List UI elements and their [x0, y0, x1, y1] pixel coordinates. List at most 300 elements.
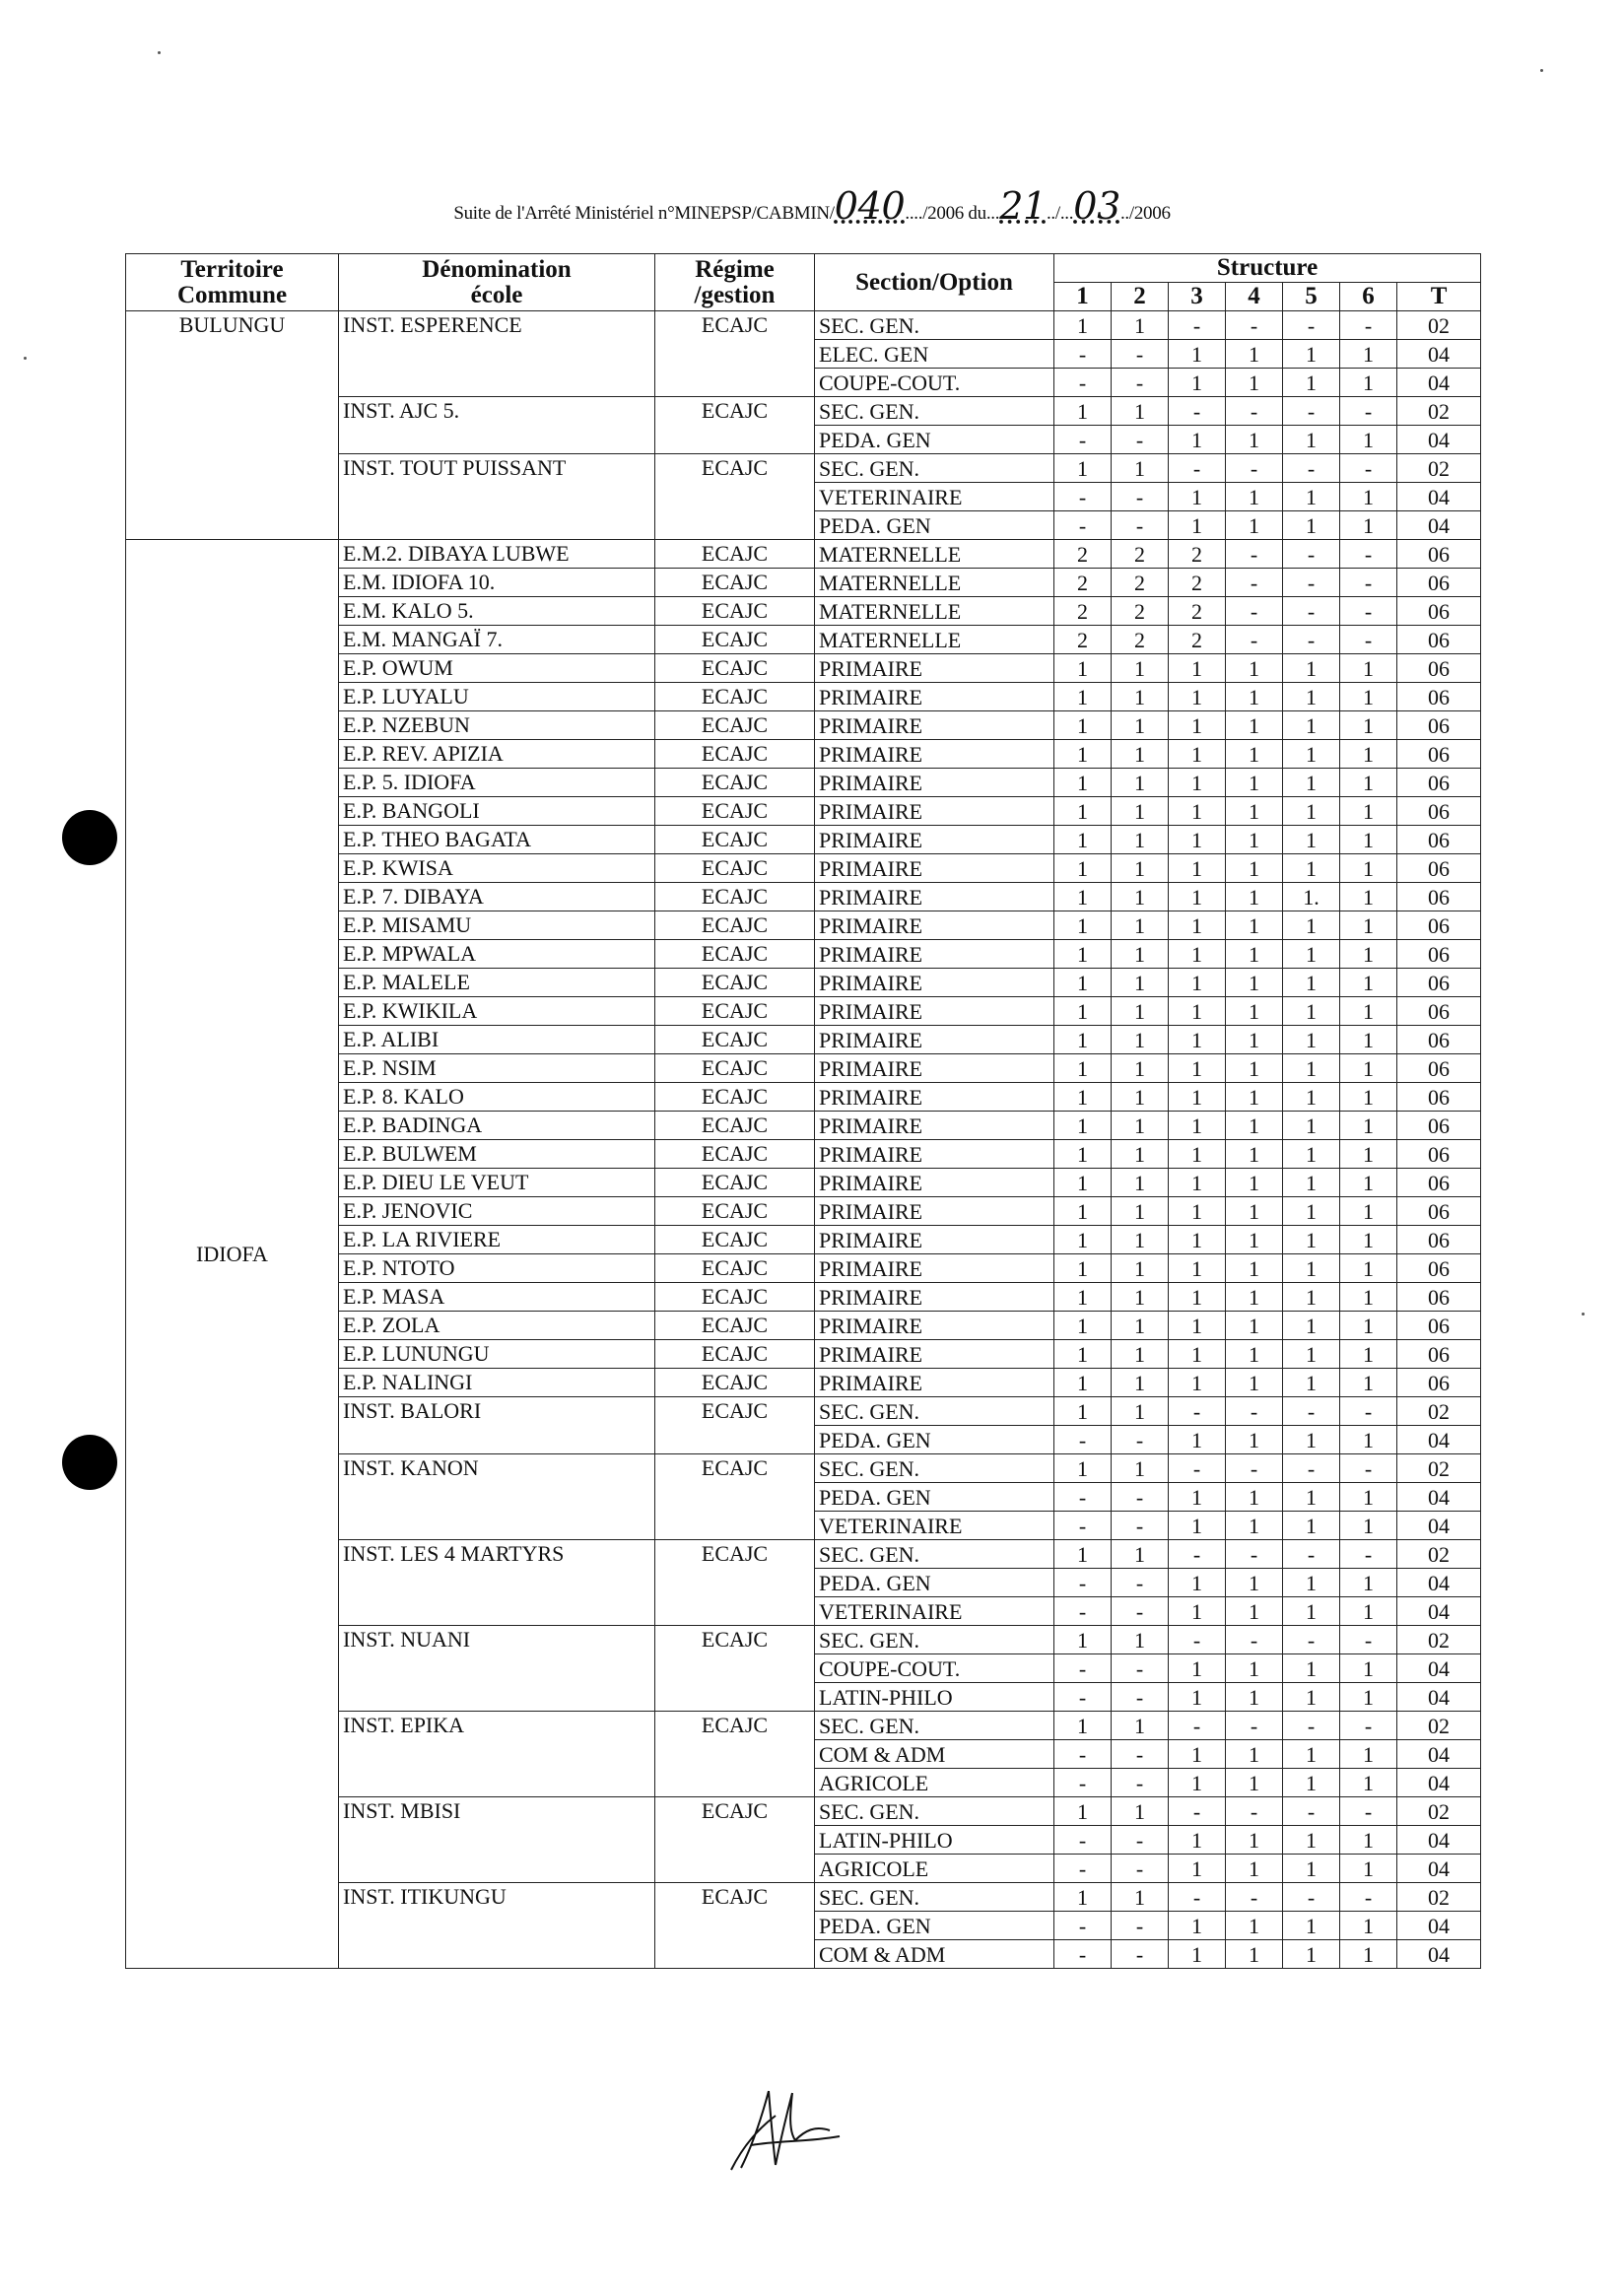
structure-cell-4: - [1226, 1540, 1283, 1569]
structure-total-cell: 04 [1397, 1683, 1481, 1712]
regime-cell: ECAJC [655, 1112, 815, 1140]
punch-hole [62, 810, 117, 865]
structure-cell-3: 1 [1169, 1169, 1226, 1197]
structure-cell-6: - [1340, 597, 1397, 626]
regime-cell: ECAJC [655, 769, 815, 797]
structure-cell-4: - [1226, 1626, 1283, 1654]
structure-cell-1: 1 [1054, 1054, 1112, 1083]
table-row [126, 311, 1481, 340]
structure-cell-3: 1 [1169, 1855, 1226, 1883]
structure-cell-2: 1 [1112, 969, 1169, 997]
structure-cell-2: 1 [1112, 826, 1169, 854]
structure-cell-5: 1 [1283, 1569, 1340, 1597]
structure-cell-5: 1 [1283, 911, 1340, 940]
structure-cell-5: 1 [1283, 1054, 1340, 1083]
structure-cell-5: 1 [1283, 683, 1340, 711]
section-cell: SEC. GEN. [815, 1626, 1054, 1654]
school-name: INST. ESPERENCE [339, 311, 655, 397]
structure-total-cell: 04 [1397, 1769, 1481, 1797]
structure-cell-4: 1 [1226, 1912, 1283, 1940]
structure-total-cell: 06 [1397, 1369, 1481, 1397]
structure-cell-5: 1 [1283, 1140, 1340, 1169]
structure-cell-4: 1 [1226, 1826, 1283, 1855]
section-cell: PRIMAIRE [815, 711, 1054, 740]
structure-cell-5: 1 [1283, 997, 1340, 1026]
structure-cell-4: - [1226, 454, 1283, 483]
structure-cell-2: 1 [1112, 911, 1169, 940]
schools-table [125, 253, 1481, 1969]
structure-cell-3: 1 [1169, 1426, 1226, 1454]
structure-total-cell: 06 [1397, 769, 1481, 797]
structure-total-cell: 04 [1397, 1912, 1481, 1940]
structure-cell-2: 1 [1112, 883, 1169, 911]
structure-cell-1: 1 [1054, 911, 1112, 940]
structure-cell-1: 1 [1054, 854, 1112, 883]
structure-cell-3: 1 [1169, 1083, 1226, 1112]
structure-cell-6: - [1340, 1397, 1397, 1426]
structure-cell-1: 1 [1054, 1112, 1112, 1140]
regime-cell: ECAJC [655, 1397, 815, 1454]
structure-total-cell: 06 [1397, 711, 1481, 740]
structure-cell-5: - [1283, 1712, 1340, 1740]
school-name: INST. LES 4 MARTYRS [339, 1540, 655, 1626]
structure-cell-1: 2 [1054, 597, 1112, 626]
school-name: INST. MBISI [339, 1797, 655, 1883]
structure-cell-2: - [1112, 1912, 1169, 1940]
structure-cell-4: 1 [1226, 997, 1283, 1026]
structure-cell-1: - [1054, 1740, 1112, 1769]
structure-cell-2: - [1112, 369, 1169, 397]
structure-cell-3: 1 [1169, 940, 1226, 969]
structure-cell-6: 1 [1340, 369, 1397, 397]
structure-cell-3: 2 [1169, 540, 1226, 569]
structure-cell-2: - [1112, 1426, 1169, 1454]
structure-cell-3: 1 [1169, 1740, 1226, 1769]
regime-cell: ECAJC [655, 940, 815, 969]
section-cell: MATERNELLE [815, 626, 1054, 654]
structure-cell-1: 1 [1054, 1397, 1112, 1426]
section-cell: PRIMAIRE [815, 1283, 1054, 1312]
document-header: Suite de l'Arrêté Ministériel n°MINEPSP/CABMIN/040..../2006 du...21../...03../2006 [453, 184, 1171, 228]
structure-cell-2: 1 [1112, 854, 1169, 883]
structure-total-cell: 02 [1397, 454, 1481, 483]
structure-cell-1: 1 [1054, 1254, 1112, 1283]
structure-cell-3: - [1169, 1454, 1226, 1483]
structure-cell-6: 1 [1340, 940, 1397, 969]
structure-cell-6: 1 [1340, 740, 1397, 769]
structure-cell-6: 1 [1340, 1654, 1397, 1683]
structure-cell-3: 2 [1169, 597, 1226, 626]
structure-cell-1: - [1054, 1855, 1112, 1883]
structure-cell-5: - [1283, 311, 1340, 340]
structure-cell-3: 1 [1169, 997, 1226, 1026]
structure-cell-4: - [1226, 311, 1283, 340]
structure-cell-6: 1 [1340, 1083, 1397, 1112]
structure-cell-1: 1 [1054, 683, 1112, 711]
structure-cell-5: 1 [1283, 1226, 1340, 1254]
structure-cell-1: 1 [1054, 711, 1112, 740]
structure-cell-6: 1 [1340, 511, 1397, 540]
section-cell: PRIMAIRE [815, 740, 1054, 769]
structure-cell-4: 1 [1226, 740, 1283, 769]
structure-cell-5: 1 [1283, 1912, 1340, 1940]
structure-cell-2: 1 [1112, 1197, 1169, 1226]
school-name: E.P. THEO BAGATA [339, 826, 655, 854]
section-cell: COM & ADM [815, 1740, 1054, 1769]
structure-cell-3: 1 [1169, 769, 1226, 797]
col-denomination: Dénomination école [339, 254, 655, 311]
structure-cell-1: 2 [1054, 626, 1112, 654]
scan-speck [24, 357, 27, 360]
structure-cell-3: 1 [1169, 1940, 1226, 1969]
structure-cell-6: 1 [1340, 1312, 1397, 1340]
regime-cell: ECAJC [655, 1083, 815, 1112]
structure-cell-1: 1 [1054, 1197, 1112, 1226]
school-name: INST. EPIKA [339, 1712, 655, 1797]
structure-total-cell: 06 [1397, 569, 1481, 597]
territoire-cell: IDIOFA [126, 540, 339, 1969]
section-cell: ELEC. GEN [815, 340, 1054, 369]
structure-cell-6: - [1340, 1712, 1397, 1740]
structure-cell-2: 1 [1112, 1169, 1169, 1197]
structure-cell-6: 1 [1340, 483, 1397, 511]
structure-cell-4: - [1226, 569, 1283, 597]
section-cell: COUPE-COUT. [815, 369, 1054, 397]
school-name: E.P. JENOVIC [339, 1197, 655, 1226]
structure-cell-2: 1 [1112, 1454, 1169, 1483]
structure-cell-3: 1 [1169, 1140, 1226, 1169]
school-name: E.P. BADINGA [339, 1112, 655, 1140]
structure-total-cell: 06 [1397, 883, 1481, 911]
structure-cell-4: 1 [1226, 1112, 1283, 1140]
structure-cell-1: 1 [1054, 1312, 1112, 1340]
structure-total-cell: 04 [1397, 340, 1481, 369]
structure-cell-3: 2 [1169, 626, 1226, 654]
table-body [126, 311, 1481, 1969]
structure-cell-5: 1 [1283, 1855, 1340, 1883]
school-name: E.P. 5. IDIOFA [339, 769, 655, 797]
structure-total-cell: 06 [1397, 1226, 1481, 1254]
structure-cell-3: 1 [1169, 740, 1226, 769]
structure-cell-2: - [1112, 1740, 1169, 1769]
structure-cell-6: 1 [1340, 1740, 1397, 1769]
structure-cell-4: 1 [1226, 1597, 1283, 1626]
section-cell: PEDA. GEN [815, 426, 1054, 454]
structure-cell-2: 2 [1112, 540, 1169, 569]
structure-total-cell: 04 [1397, 511, 1481, 540]
school-name: E.P. KWIKILA [339, 997, 655, 1026]
section-cell: VETERINAIRE [815, 483, 1054, 511]
structure-cell-6: 1 [1340, 997, 1397, 1026]
structure-cell-3: 1 [1169, 1826, 1226, 1855]
structure-cell-1: - [1054, 426, 1112, 454]
structure-cell-4: 1 [1226, 911, 1283, 940]
structure-total-cell: 02 [1397, 311, 1481, 340]
section-cell: PRIMAIRE [815, 997, 1054, 1026]
regime-cell: ECAJC [655, 1169, 815, 1197]
structure-cell-6: 1 [1340, 1054, 1397, 1083]
school-name: INST. TOUT PUISSANT [339, 454, 655, 540]
school-name: E.P. ZOLA [339, 1312, 655, 1340]
structure-cell-5: - [1283, 569, 1340, 597]
regime-cell: ECAJC [655, 1197, 815, 1226]
section-cell: PRIMAIRE [815, 1169, 1054, 1197]
structure-cell-1: - [1054, 1654, 1112, 1683]
structure-cell-6: 1 [1340, 854, 1397, 883]
structure-cell-2: 1 [1112, 940, 1169, 969]
structure-cell-1: 1 [1054, 1712, 1112, 1740]
structure-cell-1: 1 [1054, 1540, 1112, 1569]
structure-cell-6: 1 [1340, 911, 1397, 940]
school-name: E.P. MISAMU [339, 911, 655, 940]
structure-cell-2: 2 [1112, 597, 1169, 626]
structure-cell-3: 1 [1169, 1112, 1226, 1140]
structure-cell-4: 1 [1226, 1054, 1283, 1083]
section-cell: SEC. GEN. [815, 1540, 1054, 1569]
structure-total-cell: 06 [1397, 1026, 1481, 1054]
structure-total-cell: 06 [1397, 1054, 1481, 1083]
structure-cell-1: 2 [1054, 569, 1112, 597]
structure-cell-3: 1 [1169, 854, 1226, 883]
structure-total-cell: 04 [1397, 1826, 1481, 1855]
structure-cell-4: - [1226, 1712, 1283, 1740]
school-name: INST. AJC 5. [339, 397, 655, 454]
col-structure-5: 5 [1283, 283, 1340, 311]
structure-total-cell: 02 [1397, 1797, 1481, 1826]
structure-cell-4: 1 [1226, 1169, 1283, 1197]
structure-cell-3: - [1169, 397, 1226, 426]
structure-cell-4: 1 [1226, 1512, 1283, 1540]
structure-cell-4: 1 [1226, 511, 1283, 540]
structure-cell-4: 1 [1226, 1940, 1283, 1969]
structure-total-cell: 04 [1397, 1483, 1481, 1512]
section-cell: PRIMAIRE [815, 1369, 1054, 1397]
regime-cell: ECAJC [655, 540, 815, 569]
structure-cell-5: 1 [1283, 1112, 1340, 1140]
col-structure-1: 1 [1054, 283, 1112, 311]
structure-cell-6: - [1340, 1883, 1397, 1912]
school-name: E.M. KALO 5. [339, 597, 655, 626]
school-name: E.M. MANGAÏ 7. [339, 626, 655, 654]
structure-cell-3: - [1169, 1397, 1226, 1426]
structure-cell-6: 1 [1340, 1026, 1397, 1054]
structure-cell-4: 1 [1226, 1683, 1283, 1712]
structure-cell-4: - [1226, 1397, 1283, 1426]
regime-cell: ECAJC [655, 1054, 815, 1083]
structure-cell-1: - [1054, 1912, 1112, 1940]
structure-cell-6: 1 [1340, 1826, 1397, 1855]
structure-cell-3: 1 [1169, 1026, 1226, 1054]
structure-cell-2: 1 [1112, 769, 1169, 797]
structure-cell-5: 1 [1283, 1940, 1340, 1969]
structure-cell-6: - [1340, 1454, 1397, 1483]
structure-total-cell: 04 [1397, 369, 1481, 397]
structure-cell-6: 1 [1340, 1369, 1397, 1397]
structure-total-cell: 04 [1397, 1569, 1481, 1597]
section-cell: PEDA. GEN [815, 511, 1054, 540]
structure-cell-1: 1 [1054, 1283, 1112, 1312]
structure-cell-1: - [1054, 1769, 1112, 1797]
school-name: INST. KANON [339, 1454, 655, 1540]
structure-cell-4: 1 [1226, 940, 1283, 969]
school-name: E.P. NSIM [339, 1054, 655, 1083]
structure-cell-6: - [1340, 540, 1397, 569]
section-cell: PEDA. GEN [815, 1426, 1054, 1454]
structure-cell-1: 1 [1054, 997, 1112, 1026]
regime-cell: ECAJC [655, 1454, 815, 1540]
col-structure-3: 3 [1169, 283, 1226, 311]
school-name: E.P. 8. KALO [339, 1083, 655, 1112]
structure-cell-3: 1 [1169, 369, 1226, 397]
structure-total-cell: 06 [1397, 597, 1481, 626]
structure-cell-3: 1 [1169, 426, 1226, 454]
structure-cell-5: 1 [1283, 854, 1340, 883]
structure-cell-6: 1 [1340, 711, 1397, 740]
section-cell: SEC. GEN. [815, 1883, 1054, 1912]
structure-cell-3: 1 [1169, 683, 1226, 711]
structure-cell-3: 1 [1169, 1312, 1226, 1340]
section-cell: SEC. GEN. [815, 1712, 1054, 1740]
structure-cell-2: 1 [1112, 1369, 1169, 1397]
school-name: E.P. MASA [339, 1283, 655, 1312]
structure-cell-5: 1 [1283, 1683, 1340, 1712]
section-cell: SEC. GEN. [815, 1797, 1054, 1826]
structure-cell-2: 1 [1112, 1226, 1169, 1254]
structure-cell-3: 1 [1169, 483, 1226, 511]
structure-cell-6: - [1340, 397, 1397, 426]
structure-cell-1: 1 [1054, 797, 1112, 826]
structure-cell-1: - [1054, 1569, 1112, 1597]
school-name: E.P. 7. DIBAYA [339, 883, 655, 911]
structure-cell-3: 1 [1169, 511, 1226, 540]
school-name: E.P. NALINGI [339, 1369, 655, 1397]
structure-total-cell: 02 [1397, 1454, 1481, 1483]
section-cell: MATERNELLE [815, 597, 1054, 626]
structure-cell-1: - [1054, 1597, 1112, 1626]
section-cell: VETERINAIRE [815, 1512, 1054, 1540]
section-cell: PRIMAIRE [815, 883, 1054, 911]
punch-hole [62, 1435, 117, 1490]
structure-total-cell: 06 [1397, 1312, 1481, 1340]
structure-cell-4: 1 [1226, 1483, 1283, 1512]
header-year-1: /2006 du [922, 203, 986, 224]
structure-cell-6: 1 [1340, 1283, 1397, 1312]
structure-total-cell: 06 [1397, 1112, 1481, 1140]
section-cell: PRIMAIRE [815, 1026, 1054, 1054]
structure-cell-5: 1 [1283, 940, 1340, 969]
structure-cell-2: 1 [1112, 1312, 1169, 1340]
section-cell: PEDA. GEN [815, 1483, 1054, 1512]
structure-cell-3: - [1169, 1797, 1226, 1826]
regime-cell: ECAJC [655, 569, 815, 597]
regime-cell: ECAJC [655, 797, 815, 826]
structure-cell-5: 1 [1283, 1026, 1340, 1054]
structure-cell-1: 1 [1054, 740, 1112, 769]
structure-cell-6: 1 [1340, 1769, 1397, 1797]
structure-cell-3: 1 [1169, 1769, 1226, 1797]
col-territoire: Territoire Commune [126, 254, 339, 311]
structure-cell-4: 1 [1226, 1340, 1283, 1369]
structure-cell-3: 1 [1169, 1512, 1226, 1540]
section-cell: PRIMAIRE [815, 1083, 1054, 1112]
structure-cell-4: 1 [1226, 683, 1283, 711]
structure-cell-5: 1 [1283, 1369, 1340, 1397]
regime-cell: ECAJC [655, 454, 815, 540]
section-cell: PRIMAIRE [815, 1312, 1054, 1340]
structure-total-cell: 06 [1397, 854, 1481, 883]
regime-cell: ECAJC [655, 1312, 815, 1340]
structure-cell-5: - [1283, 397, 1340, 426]
structure-cell-4: 1 [1226, 654, 1283, 683]
structure-cell-6: 1 [1340, 1140, 1397, 1169]
structure-cell-6: - [1340, 569, 1397, 597]
structure-cell-5: 1 [1283, 340, 1340, 369]
regime-cell: ECAJC [655, 997, 815, 1026]
structure-cell-4: 1 [1226, 969, 1283, 997]
structure-cell-6: 1 [1340, 1197, 1397, 1226]
structure-total-cell: 06 [1397, 997, 1481, 1026]
structure-total-cell: 06 [1397, 540, 1481, 569]
structure-cell-2: 1 [1112, 683, 1169, 711]
regime-cell: ECAJC [655, 883, 815, 911]
section-cell: PRIMAIRE [815, 654, 1054, 683]
structure-cell-6: 1 [1340, 1855, 1397, 1883]
structure-cell-1: - [1054, 1826, 1112, 1855]
school-name: E.P. LUNUNGU [339, 1340, 655, 1369]
structure-cell-1: 1 [1054, 1083, 1112, 1112]
structure-total-cell: 06 [1397, 940, 1481, 969]
structure-cell-3: 1 [1169, 969, 1226, 997]
structure-cell-1: - [1054, 1940, 1112, 1969]
structure-total-cell: 06 [1397, 626, 1481, 654]
structure-cell-4: 1 [1226, 797, 1283, 826]
structure-cell-6: 1 [1340, 826, 1397, 854]
school-name: E.M. IDIOFA 10. [339, 569, 655, 597]
structure-cell-6: 1 [1340, 1426, 1397, 1454]
structure-cell-1: 1 [1054, 883, 1112, 911]
structure-cell-3: 1 [1169, 1254, 1226, 1283]
school-name: E.P. BANGOLI [339, 797, 655, 826]
structure-cell-5: 1 [1283, 1169, 1340, 1197]
structure-cell-6: 1 [1340, 769, 1397, 797]
structure-cell-6: 1 [1340, 1169, 1397, 1197]
structure-cell-5: 1 [1283, 426, 1340, 454]
school-name: INST. BALORI [339, 1397, 655, 1454]
regime-cell: ECAJC [655, 1340, 815, 1369]
header-month: 03 [1073, 184, 1120, 228]
structure-cell-5: 1 [1283, 1083, 1340, 1112]
structure-cell-2: 1 [1112, 997, 1169, 1026]
section-cell: MATERNELLE [815, 540, 1054, 569]
structure-cell-3: 1 [1169, 654, 1226, 683]
structure-cell-4: 1 [1226, 1740, 1283, 1769]
structure-cell-2: 1 [1112, 397, 1169, 426]
structure-cell-4: 1 [1226, 769, 1283, 797]
structure-total-cell: 04 [1397, 1654, 1481, 1683]
structure-cell-5: 1 [1283, 769, 1340, 797]
structure-cell-3: 1 [1169, 1054, 1226, 1083]
regime-cell: ECAJC [655, 1369, 815, 1397]
structure-total-cell: 02 [1397, 1540, 1481, 1569]
structure-cell-5: 1 [1283, 1597, 1340, 1626]
signature [721, 2071, 859, 2180]
structure-cell-6: 1 [1340, 1912, 1397, 1940]
structure-cell-6: - [1340, 626, 1397, 654]
structure-cell-6: 1 [1340, 1226, 1397, 1254]
structure-cell-1: 2 [1054, 540, 1112, 569]
section-cell: PRIMAIRE [815, 1197, 1054, 1226]
structure-cell-2: - [1112, 1769, 1169, 1797]
